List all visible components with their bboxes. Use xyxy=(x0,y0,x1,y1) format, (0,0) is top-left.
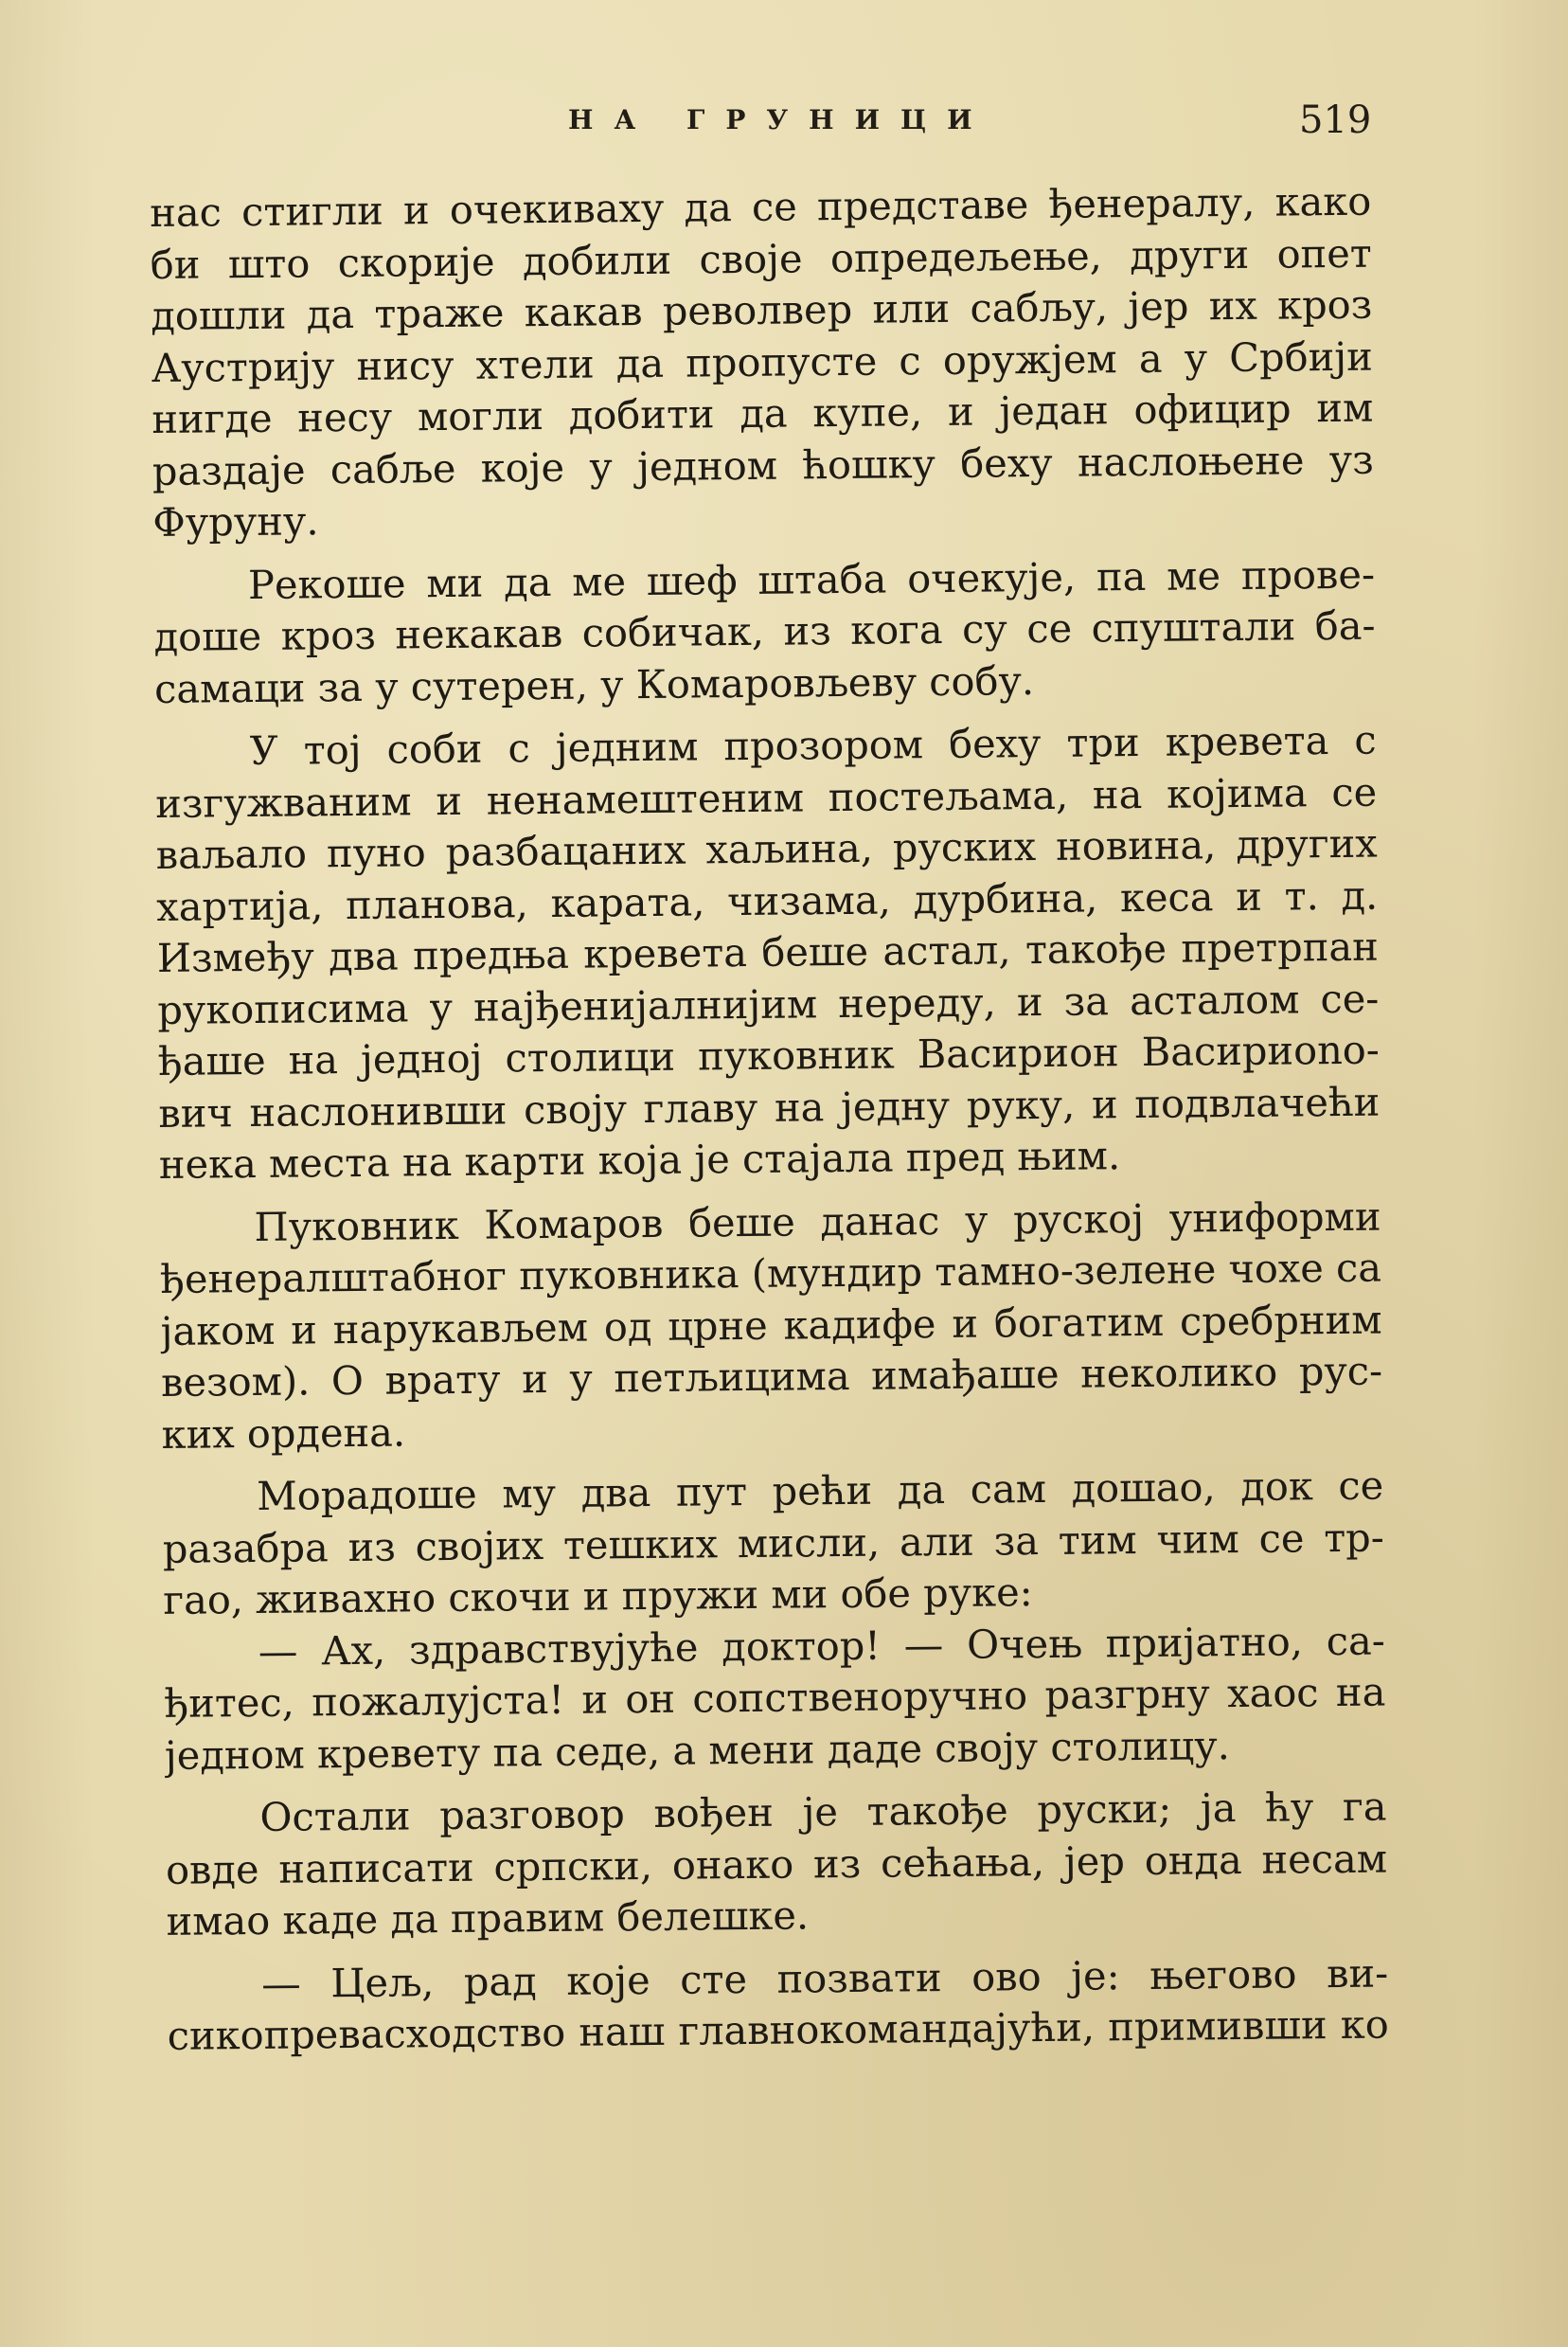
text-line: Рекоше ми да ме шеф штаба очекује, па ме прове- xyxy=(247,550,1376,608)
text-line: Остали разговор вођен је такође руски; ја ћу га xyxy=(259,1783,1387,1840)
text-line: једном кревету па седе, а мени даде своју столицу. xyxy=(164,1721,1231,1779)
text-line: Аустрију нису хтели да пропусте с оружјем а у Србији xyxy=(151,332,1373,391)
body-text xyxy=(150,176,1389,2063)
text-line: ваљало пуно разбацаних хаљина, руских новина, других xyxy=(155,819,1378,878)
text-line: јаком и нарукављем од црне кадифе и богатим сребрним xyxy=(160,1296,1382,1354)
text-line: ђитес, пожалујста! и он сопственоручно разгрну хаос на xyxy=(164,1668,1386,1727)
text-line: нас стигли и очекиваху да се представе ђенералу, како xyxy=(150,177,1372,236)
text-line: рукописима у најђенијалнијим нереду, и за асталом се- xyxy=(157,975,1380,1033)
text-line: Пуковник Комаров беше данас у руској униформи xyxy=(254,1192,1381,1250)
text-line: ких ордена. xyxy=(161,1407,406,1458)
text-line: ђенералштабног пуковника (мундир тамно-зелене чохе са xyxy=(159,1244,1382,1302)
text-line: имао каде да правим белешке. xyxy=(166,1891,810,1944)
text-line: сикопревасходство наш главнокомандајући, примивши ко xyxy=(167,2000,1389,2059)
text-line: вич наслонивши своју главу на једну руку, и подвлачећи xyxy=(158,1078,1381,1137)
page-number: 519 xyxy=(1299,99,1372,142)
text-line: би што скорије добили своје опредељење, други опет xyxy=(150,229,1372,288)
text-line: изгужваним и ненамештеним постељама, на којима се xyxy=(155,768,1378,827)
text-line: Фуруну. xyxy=(152,497,319,546)
text-line: — Цељ, рад које сте позвати ово је: његово ви- xyxy=(260,1949,1389,2007)
text-line: У тој соби с једним прозором беху три кревета с xyxy=(249,716,1377,775)
text-line: разабра из својих тешких мисли, али за тим чим се тр- xyxy=(162,1514,1384,1572)
running-title: НА ГРУНИЦИ xyxy=(568,104,993,135)
text-line: гао, живахно скочи и пружи ми обе руке: xyxy=(163,1568,1033,1623)
text-line: хартија, планова, карата, чизама, дурбина, кеса и т. д. xyxy=(156,871,1379,930)
text-line: дошли да траже какав револвер или сабљу, јер их кроз xyxy=(151,280,1373,339)
text-line: ђаше на једној столици пуковник Васирион Васириono- xyxy=(157,1026,1381,1084)
text-line: раздаје сабље које у једном ћошку беху наслоњене уз xyxy=(151,436,1375,494)
running-head xyxy=(0,99,1568,155)
text-line: Морадоше му два пут рећи да сам дошао, док се xyxy=(257,1461,1384,1519)
text-line: — Ах, здравствујуће доктор! — Очењ пријатно, са- xyxy=(258,1617,1386,1675)
text-line: овде написати српски, онако из сећања, јер онда несам xyxy=(165,1835,1388,1893)
text-line: самаци за у сутерен, у Комаровљеву собу. xyxy=(153,656,1035,712)
text-line: везом). О врату и у петљицима имађаше неколико рус- xyxy=(160,1347,1383,1406)
text-line: нека места на карти која је стајала пред њим. xyxy=(158,1132,1121,1188)
text-line: доше кроз некакав собичак, из кога су се спуштали ба- xyxy=(153,601,1376,660)
text-line: Између два предња кревета беше астал, такође претрпан xyxy=(156,923,1379,981)
text-line: нигде несу могли добити да купе, и један официр им xyxy=(151,384,1374,442)
